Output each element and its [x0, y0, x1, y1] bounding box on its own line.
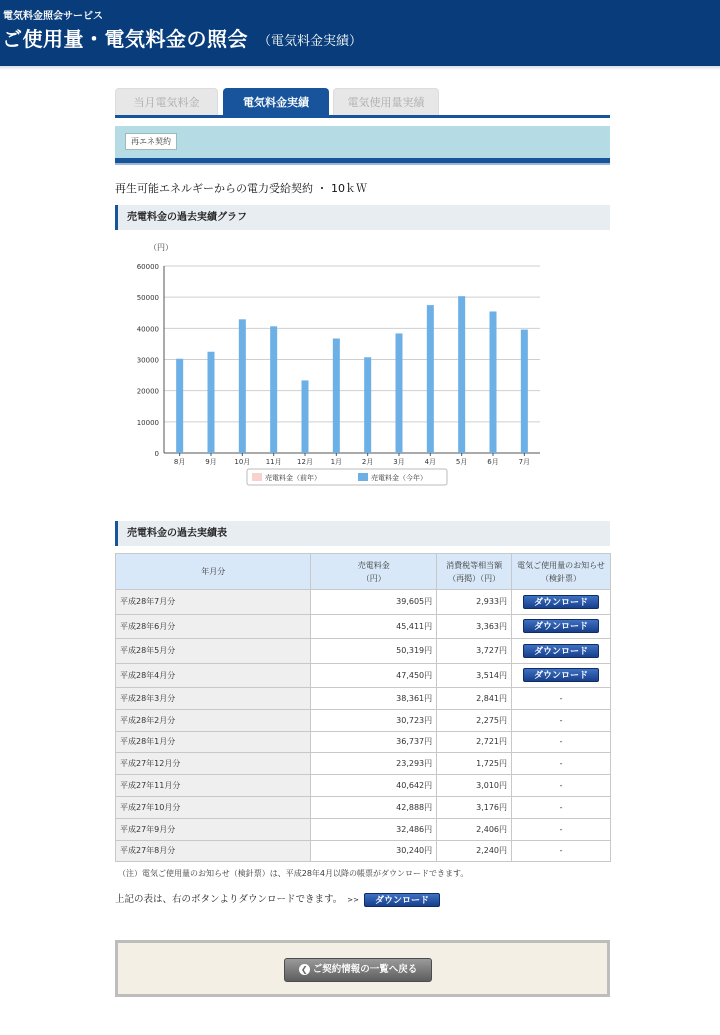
cell-amount: 30,240円 [311, 840, 437, 862]
bar-current-year [176, 359, 183, 453]
x-tick-label: 12月 [297, 458, 313, 466]
bar-current-year [427, 305, 434, 453]
cell-amount: 39,605円 [311, 590, 437, 615]
table-row [116, 818, 611, 840]
footer-panel [115, 940, 610, 997]
arrow-left-icon: ❮ [299, 964, 310, 975]
cell-month: 平成27年8月分 [116, 840, 311, 862]
cell-month: 平成28年2月分 [116, 709, 311, 731]
cell-notice [512, 688, 611, 710]
x-tick-label: 10月 [234, 458, 251, 466]
row-download-button[interactable]: ダウンロード [523, 595, 599, 609]
cell-tax: 3,363円 [437, 614, 512, 639]
bar-current-year [270, 326, 277, 453]
cell-notice [512, 775, 611, 797]
cell-tax: 2,933円 [437, 590, 512, 615]
tab-underline [115, 115, 610, 118]
cell-notice [512, 639, 611, 664]
row-download-button[interactable]: ダウンロード [523, 644, 599, 658]
cell-month: 平成27年11月分 [116, 775, 311, 797]
x-tick-label: 6月 [487, 458, 499, 466]
cell-tax: 1,725円 [437, 753, 512, 775]
y-tick-label: 40000 [136, 325, 159, 334]
no-download-dash: - [559, 737, 563, 747]
cell-month: 平成28年3月分 [116, 688, 311, 710]
row-download-button[interactable]: ダウンロード [523, 668, 599, 682]
x-tick-label: 4月 [424, 458, 437, 466]
cell-amount: 32,486円 [311, 818, 437, 840]
tab-current-bill[interactable]: 当月電気料金 [115, 88, 218, 115]
table-row [116, 590, 611, 615]
sales-chart-svg [115, 235, 610, 490]
x-tick-label: 1月 [330, 458, 343, 466]
bar-current-year [208, 352, 215, 453]
y-tick-label: 50000 [136, 294, 159, 303]
y-tick-label: 0 [154, 450, 159, 458]
no-download-dash: - [559, 759, 563, 769]
cell-month: 平成28年5月分 [116, 639, 311, 664]
sales-chart [115, 235, 610, 490]
cell-tax: 2,275円 [437, 709, 512, 731]
table-row [116, 731, 611, 753]
x-tick-label: 2月 [361, 458, 374, 466]
download-line-text: 上記の表は、右のボタンよりダウンロードできます。 [115, 894, 343, 905]
bar-current-year [521, 330, 528, 453]
bar-current-year [396, 333, 403, 453]
header-shadow [0, 66, 720, 70]
cell-amount: 30,723円 [311, 709, 437, 731]
bar-current-year [490, 311, 497, 453]
download-line [115, 891, 440, 907]
sub-tab-bar [115, 126, 610, 158]
no-download-dash: - [559, 824, 563, 834]
bar-current-year [364, 357, 371, 453]
table-row [116, 709, 611, 731]
download-arrows: >> [347, 896, 360, 904]
cell-notice [512, 796, 611, 818]
back-to-contracts-button[interactable] [284, 958, 432, 982]
subtab-renewable[interactable]: 再エネ契約 [125, 133, 177, 150]
cell-tax: 3,010円 [437, 775, 512, 797]
col-header-notice: 電気ご使用量のお知らせ（検針票） [512, 554, 611, 590]
cell-month: 平成27年9月分 [116, 818, 311, 840]
table-row [116, 796, 611, 818]
service-name: 電気料金照会サービス [3, 11, 103, 22]
x-tick-label: 7月 [518, 458, 531, 466]
y-tick-label: 20000 [136, 387, 159, 396]
legend-label-prev-year: 売電料金（前年） [265, 474, 321, 482]
cell-amount: 45,411円 [311, 614, 437, 639]
no-download-dash: - [559, 693, 563, 703]
cell-notice [512, 614, 611, 639]
cell-notice [512, 840, 611, 862]
cell-tax: 2,240円 [437, 840, 512, 862]
cell-tax: 2,721円 [437, 731, 512, 753]
contract-info: 再生可能エネルギーからの電力受給契約 ・ 10ｋＷ [115, 182, 367, 195]
col-header-tax: 消費税等相当額 （再掲）（円） [437, 554, 512, 590]
tab-usage-history[interactable]: 電気使用量実績 [333, 88, 439, 115]
page-title: ご使用量・電気料金の照会 [2, 27, 248, 51]
y-tick-label: 60000 [136, 263, 159, 271]
cell-month: 平成27年10月分 [116, 796, 311, 818]
cell-amount: 23,293円 [311, 753, 437, 775]
cell-month: 平成28年6月分 [116, 614, 311, 639]
y-unit-label: （円） [149, 243, 173, 252]
table-row [116, 614, 611, 639]
bar-current-year [302, 380, 309, 453]
cell-amount: 50,319円 [311, 639, 437, 664]
legend-swatch-current-year [358, 473, 368, 481]
cell-notice [512, 731, 611, 753]
cell-tax: 2,406円 [437, 818, 512, 840]
table-row [116, 688, 611, 710]
cell-notice [512, 590, 611, 615]
legend-swatch-prev-year [252, 473, 262, 481]
page-subtitle: （電気料金実績） [258, 34, 363, 49]
cell-notice [512, 818, 611, 840]
x-tick-label: 3月 [393, 458, 405, 466]
table-row [116, 775, 611, 797]
sales-table [115, 553, 611, 862]
cell-tax: 3,514円 [437, 663, 512, 688]
legend-label-current-year: 売電料金（今年） [371, 474, 427, 482]
table-row [116, 639, 611, 664]
table-download-button[interactable]: ダウンロード [364, 893, 440, 907]
x-tick-label: 9月 [205, 458, 217, 466]
cell-amount: 47,450円 [311, 663, 437, 688]
app-header [0, 0, 720, 66]
bar-current-year [333, 339, 340, 453]
no-download-dash: - [559, 781, 563, 791]
graph-section-title: 売電料金の過去実績グラフ [115, 205, 610, 230]
table-row [116, 663, 611, 688]
sales-table-body [116, 590, 611, 862]
sub-tab-underline-light [115, 163, 610, 165]
back-button-label: ご契約情報の一覧へ戻る [312, 964, 418, 975]
no-download-dash: - [559, 715, 563, 725]
cell-tax: 3,176円 [437, 796, 512, 818]
col-header-amount: 売電料金 （円） [311, 554, 437, 590]
cell-notice [512, 753, 611, 775]
cell-amount: 38,361円 [311, 688, 437, 710]
table-section-title: 売電料金の過去実績表 [115, 521, 610, 546]
bar-current-year [239, 319, 246, 453]
cell-notice [512, 709, 611, 731]
cell-month: 平成28年7月分 [116, 590, 311, 615]
bar-current-year [458, 296, 465, 453]
cell-month: 平成28年4月分 [116, 663, 311, 688]
x-tick-label: 11月 [265, 458, 282, 466]
col-header-month: 年月分 [116, 554, 311, 590]
cell-amount: 40,642円 [311, 775, 437, 797]
tab-bill-history[interactable]: 電気料金実績 [223, 88, 329, 115]
table-row [116, 840, 611, 862]
cell-amount: 42,888円 [311, 796, 437, 818]
cell-notice [512, 663, 611, 688]
no-download-dash: - [559, 802, 563, 812]
table-note: （注）電気ご使用量のお知らせ（検針票）は、平成28年4月以降の帳票がダウンロードできます。 [118, 869, 469, 878]
cell-month: 平成27年12月分 [116, 753, 311, 775]
x-tick-label: 5月 [455, 458, 468, 466]
cell-tax: 3,727円 [437, 639, 512, 664]
x-tick-label: 8月 [173, 458, 186, 466]
cell-month: 平成28年1月分 [116, 731, 311, 753]
cell-tax: 2,841円 [437, 688, 512, 710]
y-tick-label: 30000 [136, 356, 159, 365]
y-tick-label: 10000 [136, 418, 159, 427]
row-download-button[interactable]: ダウンロード [523, 619, 599, 633]
table-row [116, 753, 611, 775]
cell-amount: 36,737円 [311, 731, 437, 753]
no-download-dash: - [559, 846, 563, 856]
